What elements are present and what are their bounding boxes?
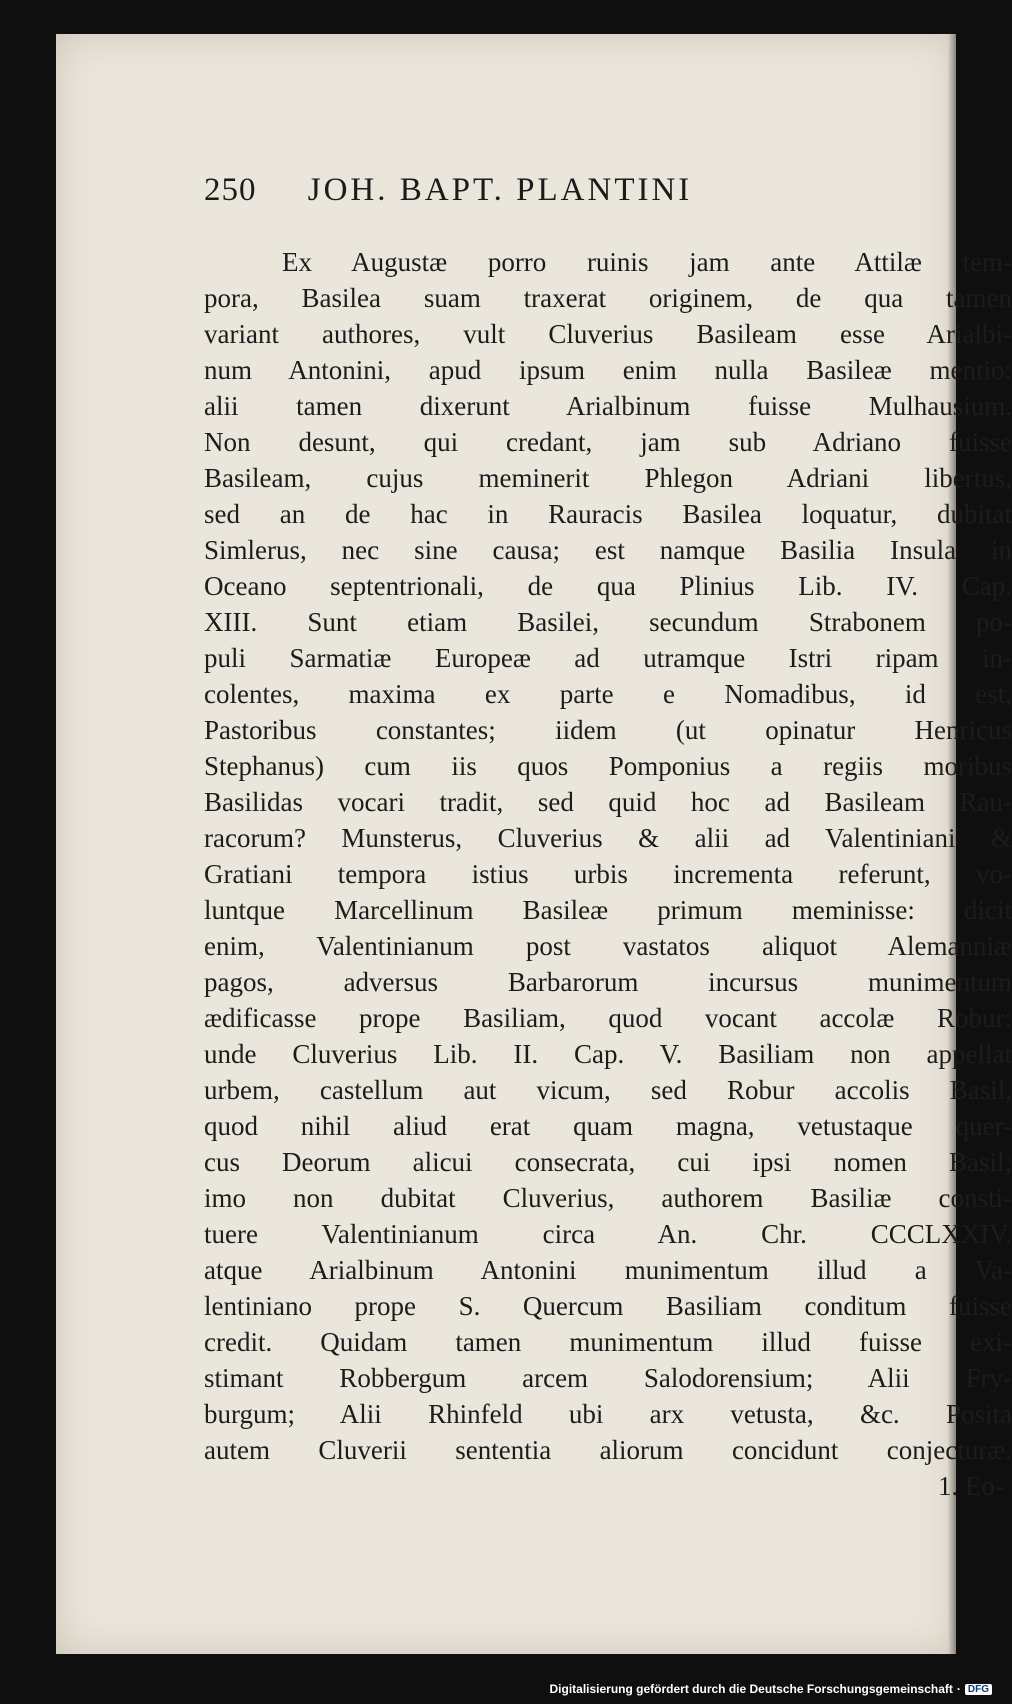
footer-text: Digitalisierung gefördert durch die Deutsche Forschungsgemeinschaft [549, 1682, 953, 1696]
body-text [204, 244, 1012, 1504]
text-line: Basilidas vocari tradit, sed quid hoc ad Basileam Rau- [204, 787, 1012, 817]
text-line: unde Cluverius Lib. II. Cap. V. Basiliam non appellat [204, 1039, 1012, 1069]
text-line: cus Deorum alicui consecrata, cui ipsi nomen Basil; [204, 1147, 1012, 1177]
text-line: Simlerus, nec sine causa; est namque Basilia Insula in [204, 535, 1012, 565]
dfg-logo: DFG [965, 1684, 992, 1695]
text-line: pora, Basilea suam traxerat originem, de qua tamen [204, 283, 1012, 313]
text-line: stimant Robbergum arcem Salodorensium; Alii Fry- [204, 1363, 1012, 1393]
text-line: Gratiani tempora istius urbis incrementa referunt, vo- [204, 859, 1012, 889]
footer-separator: · [956, 1682, 961, 1696]
text-line: credit. Quidam tamen munimentum illud fuisse exi- [204, 1327, 1012, 1357]
text-line: Stephanus) cum iis quos Pomponius a regiis moribus [204, 751, 1012, 781]
text-line: Oceano septentrionali, de qua Plinius Lib. IV. Cap. [204, 571, 1012, 601]
running-head [204, 172, 904, 209]
text-line: num Antonini, apud ipsum enim nulla Basileæ mentio: [204, 355, 1012, 385]
catchword: 1. Eo- [938, 1471, 1004, 1501]
digitization-footer [549, 1682, 992, 1696]
book-page [56, 34, 1012, 1654]
text-line: ædificasse prope Basiliam, quod vocant accolæ Robur: [204, 1003, 1012, 1033]
text-line: burgum; Alii Rhinfeld ubi arx vetusta, &c. Posita [204, 1399, 1012, 1429]
running-title: JOH. BAPT. PLANTINI [307, 172, 693, 208]
text-line: imo non dubitat Cluverius, authorem Basiliæ consti- [204, 1183, 1012, 1213]
text-line: luntque Marcellinum Basileæ primum meminisse: dicit [204, 895, 1012, 925]
text-line: XIII. Sunt etiam Basilei, secundum Strabonem po- [204, 607, 1012, 637]
text-line: enim, Valentinianum post vastatos aliquot Alemanniæ [204, 931, 1012, 961]
text-line: quod nihil aliud erat quam magna, vetustaque quer- [204, 1111, 1012, 1141]
text-line: tuere Valentinianum circa An. Chr. CCCLXXIV. [204, 1219, 1012, 1249]
text-line: alii tamen dixerunt Arialbinum fuisse Mulhausium. [204, 391, 1012, 421]
text-line: lentiniano prope S. Quercum Basiliam conditum fuisse [204, 1291, 1012, 1321]
text-line: Ex Augustæ porro ruinis jam ante Attilæ tem- [282, 247, 1012, 277]
text-line: pagos, adversus Barbarorum incursus munimentum [204, 967, 1012, 997]
text-line: Pastoribus constantes; iidem (ut opinatur Henricus [204, 715, 1012, 745]
text-line: urbem, castellum aut vicum, sed Robur accolis Basil, [204, 1075, 1012, 1105]
text-line: variant authores, vult Cluverius Basileam esse Arialbi- [204, 319, 1012, 349]
text-line: atque Arialbinum Antonini munimentum illud a Va- [204, 1255, 1012, 1285]
text-line: puli Sarmatiæ Europeæ ad utramque Istri ripam in- [204, 643, 1012, 673]
text-line: Non desunt, qui credant, jam sub Adriano fuisse [204, 427, 1012, 457]
text-line: autem Cluverii sententia aliorum concidunt conjecturæ. [204, 1435, 1012, 1465]
text-line: racorum? Munsterus, Cluverius & alii ad Valentiniani & [204, 823, 1012, 853]
text-line: colentes, maxima ex parte e Nomadibus, id est, [204, 679, 1012, 709]
text-line: sed an de hac in Rauracis Basilea loquatur, dubitat [204, 499, 1012, 529]
text-line: Basileam, cujus meminerit Phlegon Adriani libertus, [204, 463, 1012, 493]
page-number: 250 [204, 172, 257, 208]
